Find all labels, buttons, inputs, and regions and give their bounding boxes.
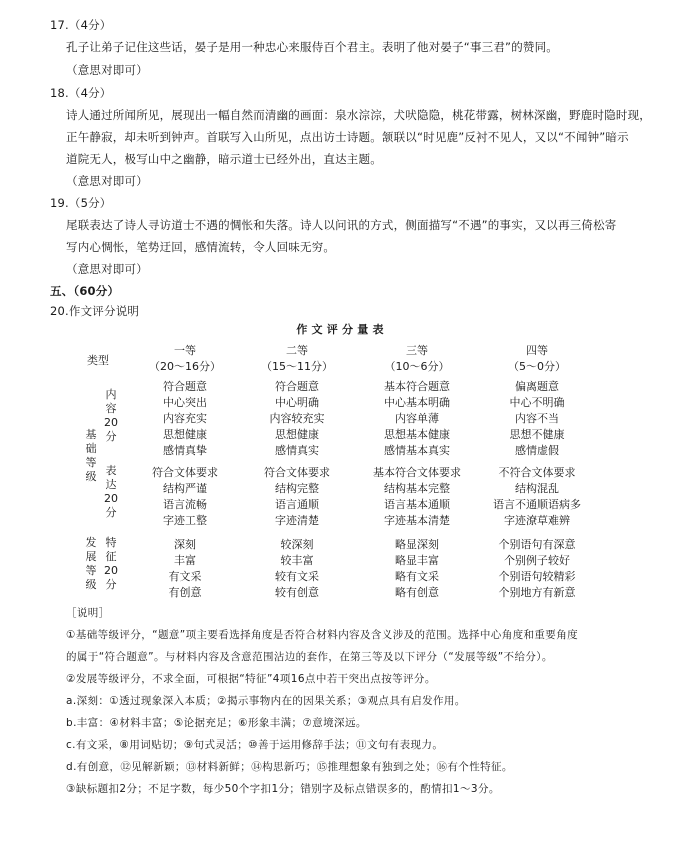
answer-18-line-3: 道院无人，极写山中之幽静，暗示道士已经外出，直达主题。 <box>66 152 382 166</box>
grade-1-name: 一等 <box>174 344 196 357</box>
notes-line-8: ③缺标题扣2分；不足字数，每少50个字扣1分；错别字及标点错误多的，酌情扣1～3分。 <box>66 783 500 795</box>
answer-19-line-2: 写内心惆怅，笔势迂回，感情流转，令人回味无穷。 <box>66 240 336 254</box>
notes-line-6: c.有文采，⑧用词贴切；⑨句式灵活；⑩善于运用修辞手法；⑪文句有表现力。 <box>66 739 444 751</box>
notes-line-5: b.丰富：④材料丰富；⑤论据充足；⑥形象丰满；⑦意境深远。 <box>66 717 367 729</box>
answer-19-number: 19.（5分） <box>50 196 112 210</box>
notes-line-4: a.深刻：①透过现象深入本质；②揭示事物内在的因果关系；③观点具有启发作用。 <box>66 695 466 707</box>
basic-level-label: 基 础 等 级 <box>85 428 97 483</box>
grade-3-name: 三等 <box>406 344 428 357</box>
answer-18-line-2: 正午静寂，却未听到钟声。首联写入山所见，点出访士诗题。颔联以“时见鹿”反衬不见人，又以“不闻钟”暗示 <box>66 130 629 144</box>
table-title: 作 文 评 分 量 表 <box>296 323 384 336</box>
answer-17-note: （意思对即可） <box>66 63 148 77</box>
development-level-label: 发 展 等 级 <box>85 536 97 591</box>
answer-18-number: 18.（4分） <box>50 86 112 100</box>
content-label: 内 容 20 分 <box>104 388 118 443</box>
notes-line-1: ①基础等级评分，“题意”项主要看选择角度是否符合材料内容及含义涉及的范围。选择中心角度和重要角度 <box>66 629 578 641</box>
grade-2-name: 二等 <box>286 344 308 357</box>
grade-4-name: 四等 <box>526 344 548 357</box>
scoring-table: 类型 一等 （20～16分） 二等 （15～11分） 三等 （10～6分） 四等 （5～0分） 基 础 等 级 内 容 20 分 表 达 20 分 符合题意 符合题意 基本符合题意 偏离题意 中心突出 中心明确 中心基本明确 中心不明确 内容充实 内容较充实 内容单薄 内容不当 思想健康 思想健康 思想基本健康 思想不健康 感情真挚 感情真实 感情基本真实 感情虚假 符合文体要求 符合文体要求 基本符合文体要求 不符合文体要求 结构严谨 结构完整 结构基本完整 结构混乱 语言流畅 语言通顺 语言基本通顺 语言不通顺语病多 字迹工整 字迹清楚 字迹基本清楚 字迹潦草难辨 发 展 等 级 特 征 20 分 深刻 较深刻 略显深刻 个别语句有深意 丰富 较丰富 略显丰富 个别例子较好 有文采 较有文采 略有文采 个别语句较精彩 有创意 较有创意 略有创意 个别地方有新意 <box>78 340 608 600</box>
answer-18-note: （意思对即可） <box>66 174 148 188</box>
type-header: 类型 <box>87 354 109 367</box>
answer-17-number: 17.（4分） <box>50 18 112 32</box>
notes-line-7: d.有创意，⑫见解新颖；⑬材料新鲜；⑭构思新巧；⑮推理想象有独到之处；⑯有个性特征。 <box>66 761 513 773</box>
answer-17-text: 孔子让弟子记住这些话，晏子是用一种忠心来服侍百个君主。表明了他对晏子“事三君”的赞同。 <box>66 40 559 54</box>
question-20-heading: 20.作文评分说明 <box>50 304 140 318</box>
grade-1-range: （20～16分） <box>149 360 221 373</box>
answer-19-note: （意思对即可） <box>66 262 148 276</box>
notes-header: ［说明］ <box>66 607 110 619</box>
answer-18-line-1: 诗人通过所闻所见，展现出一幅自然而清幽的画面：泉水淙淙，犬吠隐隐，桃花带露，树林深幽，野鹿时隐时现， <box>66 108 651 122</box>
feature-label: 特 征 20 分 <box>104 536 118 591</box>
grade-2-range: （15～11分） <box>261 360 333 373</box>
grade-4-range: （5～0分） <box>508 360 566 373</box>
notes-line-3: ②发展等级评分，不求全面，可根据“特征”4项16点中若干突出点按等评分。 <box>66 673 436 685</box>
answer-19-line-1: 尾联表达了诗人寻访道士不遇的惆怅和失落。诗人以问讯的方式，侧面描写“不遇”的事实，又以再三倚松寄 <box>66 218 617 232</box>
expression-label: 表 达 20 分 <box>104 464 118 519</box>
grade-3-range: （10～6分） <box>384 360 450 373</box>
section-five-heading: 五、（60分） <box>50 284 120 298</box>
notes-line-2: 的属于“符合题意”。与材料内容及含意范围沾边的套作，在第三等及以下评分（“发展等级”不给分）。 <box>66 651 553 663</box>
